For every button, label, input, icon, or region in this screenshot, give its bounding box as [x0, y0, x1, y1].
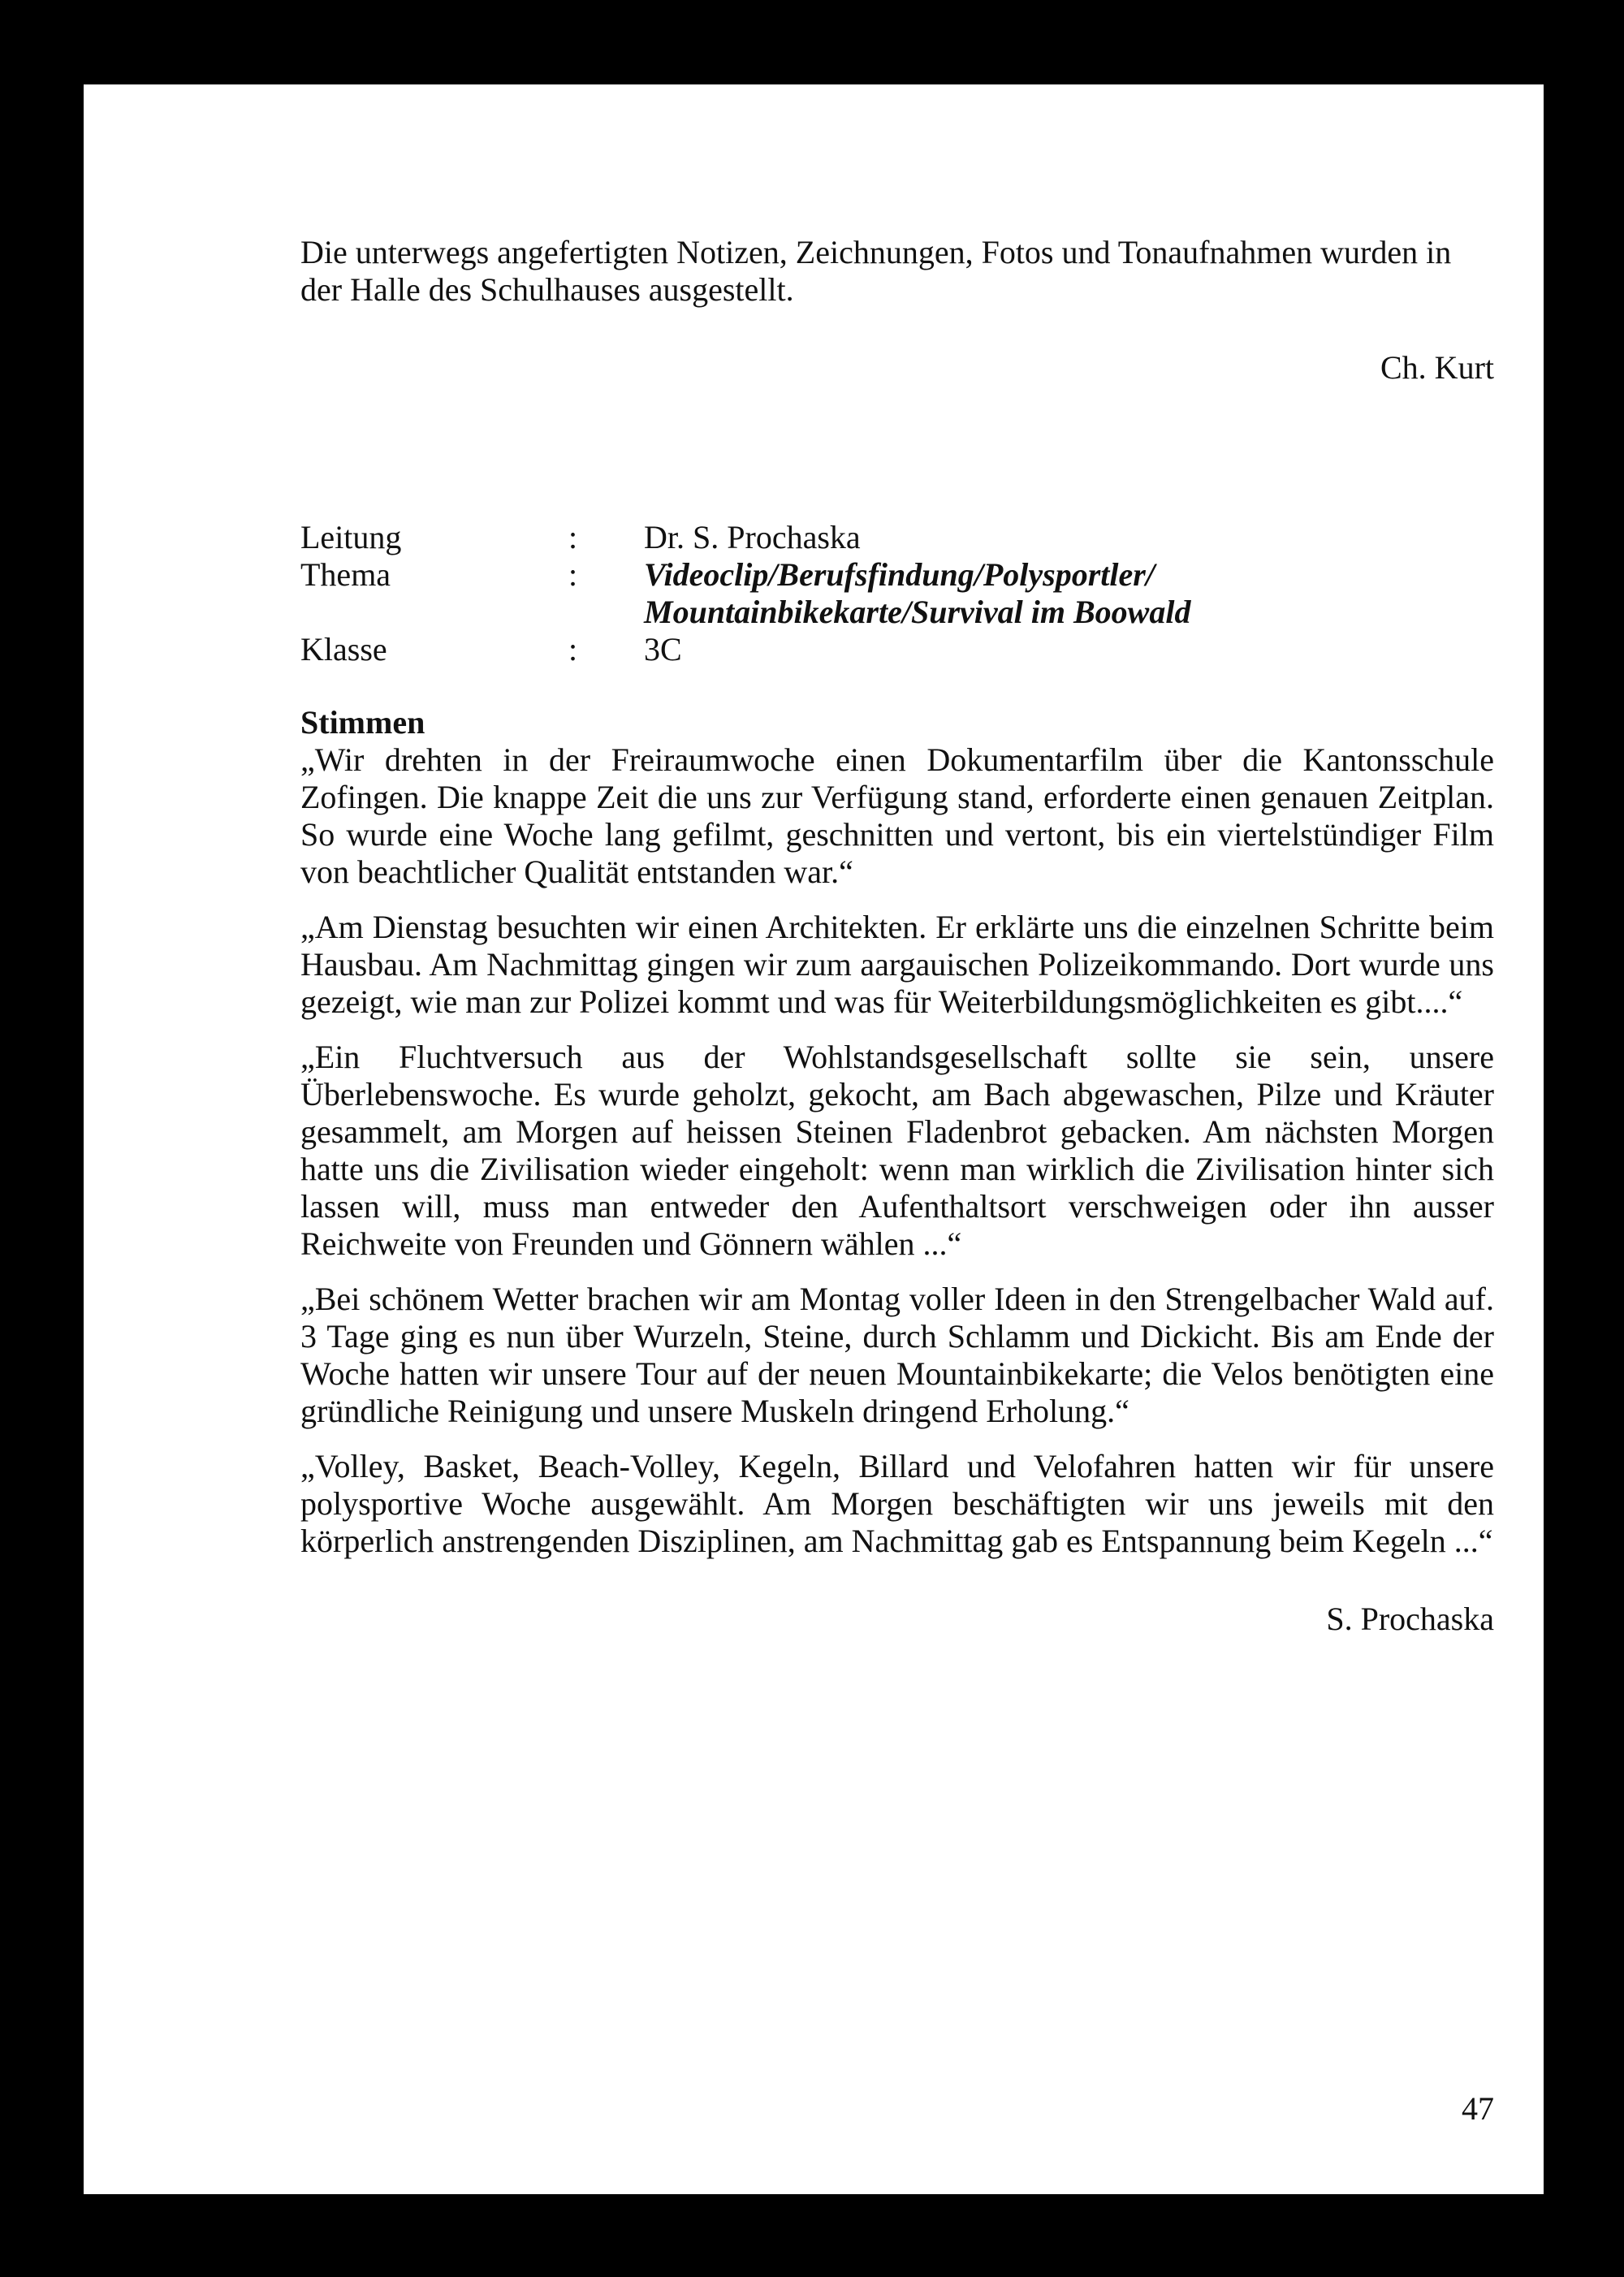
page-content — [300, 234, 1494, 1638]
quote-paragraph: „Am Dienstag besuchten wir einen Architekten. Er erklärte uns die einzelnen Schritte beim Hausbau. Am Nachmittag gingen wir zum aargauischen Polizeikommando. Dort wurde uns gezeigt, wie man zur Polizei kommt und was für Weiterbildungsmöglichkeiten es gibt....“ — [300, 909, 1494, 1020]
meta-separator: : — [568, 631, 578, 668]
intro-paragraph: Die unterwegs angefertigten Notizen, Zeichnungen, Fotos und Tonaufnahmen wurden in der Halle des Schulhauses ausgestellt. — [300, 234, 1452, 308]
quote-paragraph: „Volley, Basket, Beach-Volley, Kegeln, Billard und Velofahren hatten wir für unsere polysportive Woche ausgewählt. Am Morgen beschäftigten wir uns jeweils mit den körperlich anstrengenden Disziplinen, am Nachmittag gab es Entspannung beim Kegeln ...“ — [300, 1448, 1494, 1559]
signature-prochaska: S. Prochaska — [1326, 1601, 1494, 1637]
signature-kurt: Ch. Kurt — [1380, 349, 1494, 386]
page-number: 47 — [1462, 2090, 1494, 2127]
meta-value-thema-line2: Mountainbikekarte/Survival im Boowald — [644, 594, 1191, 630]
meta-value-thema-line1: Videoclip/Berufsfindung/Polysportler/ — [644, 556, 1155, 593]
meta-value-klasse: 3C — [644, 631, 682, 668]
meta-label-klasse: Klasse — [300, 631, 387, 668]
meta-value-leitung: Dr. S. Prochaska — [644, 519, 861, 555]
project-meta-table — [300, 519, 1494, 668]
meta-separator: : — [568, 556, 578, 593]
meta-label-thema: Thema — [300, 556, 391, 593]
meta-label-leitung: Leitung — [300, 519, 402, 555]
quote-paragraph: „Ein Fluchtversuch aus der Wohlstandsgesellschaft sollte sie sein, unsere Überlebenswoche. Es wurde geholzt, gekocht, am Bach abgewaschen, Pilze und Kräuter gesammelt, am Morgen auf heissen Steinen Fladenbrot gebacken. Am nächsten Morgen hatte uns die Zivilisation wieder eingeholt: wenn man wirklich die Zivilisation hinter sich lassen will, muss man entweder den Aufenthaltsort verschweigen oder ihn ausser Reichweite von Freunden und Gönnern wählen ...“ — [300, 1039, 1494, 1262]
quote-paragraph: „Bei schönem Wetter brachen wir am Montag voller Ideen in den Strengelbacher Wald auf. 3 Tage ging es nun über Wurzeln, Steine, durch Schlamm und Dickicht. Bis am Ende der Woche hatten wir unsere Tour auf der neuen Mountainbikekarte; die Velos benötigten eine gründliche Reinigung und unsere Muskeln dringend Erholung.“ — [300, 1281, 1494, 1429]
meta-empty-cell — [568, 594, 644, 631]
document-page — [84, 84, 1544, 2194]
quote-paragraph: „Wir drehten in der Freiraumwoche einen Dokumentarfilm über die Kantonsschule Zofingen. Die knappe Zeit die uns zur Verfügung stand, erforderte einen genauen Zeitplan. So wurde eine Woche lang gefilmt, geschnitten und vertont, bis ein viertelstündiger Film von beachtlicher Qualität entstanden war.“ — [300, 741, 1494, 890]
meta-separator: : — [568, 519, 578, 555]
section-heading: Stimmen — [300, 704, 425, 741]
meta-empty-cell — [300, 594, 568, 631]
